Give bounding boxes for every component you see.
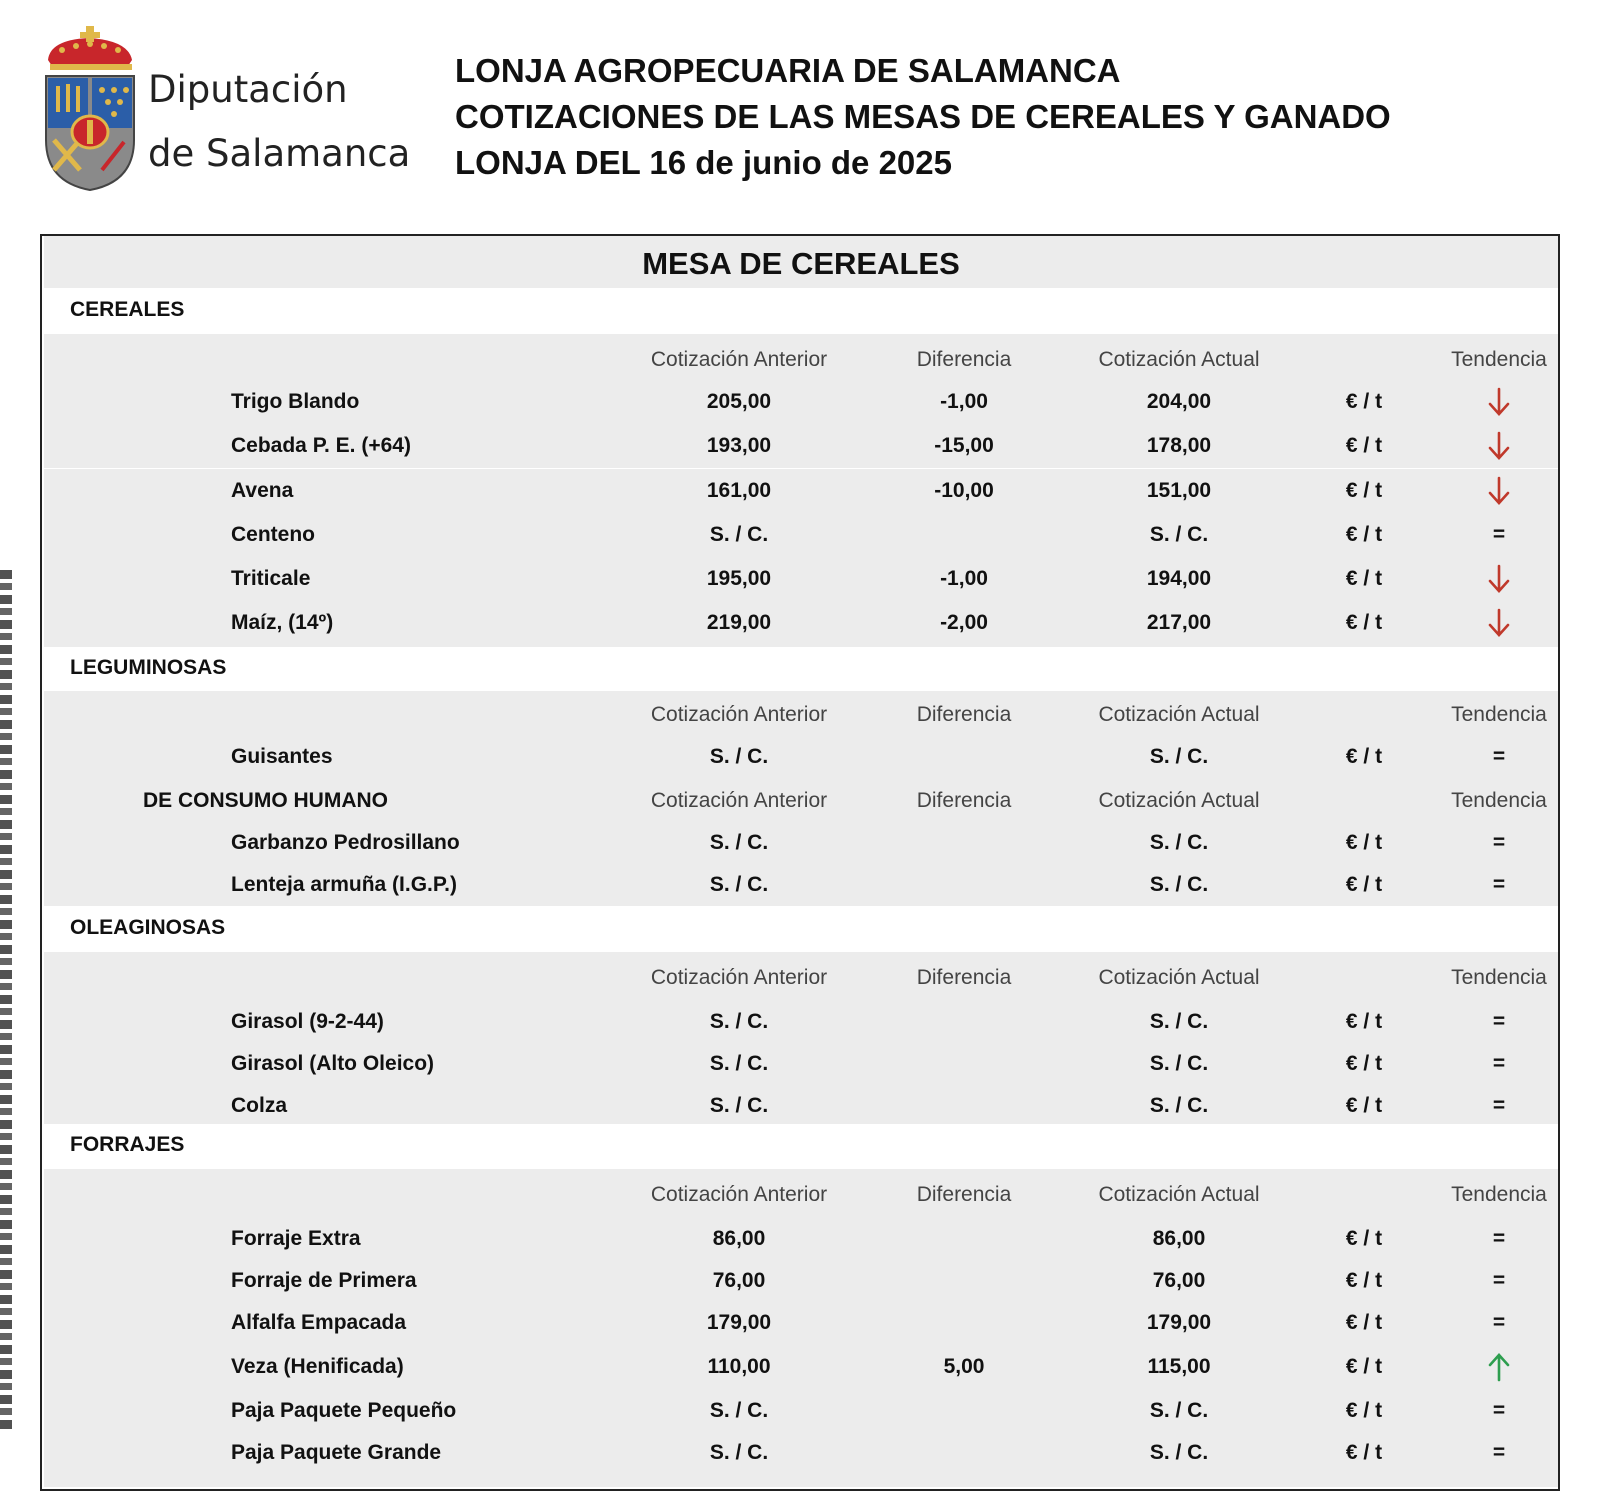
product-name: Centeno xyxy=(231,523,315,546)
table-row xyxy=(44,1433,1558,1473)
column-header-row xyxy=(44,340,1558,380)
product-name: Triticale xyxy=(231,567,311,590)
section-oleaginosas xyxy=(44,952,1558,1124)
price-unit: € / t xyxy=(1345,434,1383,457)
product-name: Paja Paquete Pequeño xyxy=(231,1399,457,1422)
trend-equal: = xyxy=(1492,1094,1506,1117)
col-header-tendencia: Tendencia xyxy=(1451,703,1547,726)
col-header-diferencia: Diferencia xyxy=(916,1183,1012,1206)
trend-equal: = xyxy=(1492,1227,1506,1250)
product-name: Guisantes xyxy=(231,745,333,768)
price-actual: S. / C. xyxy=(1149,831,1209,854)
price-actual: S. / C. xyxy=(1149,1399,1209,1422)
trend-equal: = xyxy=(1492,745,1506,768)
table-row xyxy=(44,603,1558,643)
price-actual: S. / C. xyxy=(1149,523,1209,546)
price-unit: € / t xyxy=(1345,1441,1383,1464)
col-header-actual: Cotización Actual xyxy=(1098,1183,1260,1206)
price-actual: S. / C. xyxy=(1149,1010,1209,1033)
table-row xyxy=(44,1219,1558,1259)
header-line-2: COTIZACIONES DE LAS MESAS DE CEREALES Y GANADO xyxy=(455,98,1391,135)
price-anterior: S. / C. xyxy=(709,523,769,546)
trend-equal: = xyxy=(1492,873,1506,896)
price-unit: € / t xyxy=(1345,523,1383,546)
price-actual: S. / C. xyxy=(1149,873,1209,896)
price-unit: € / t xyxy=(1345,390,1383,413)
price-diferencia xyxy=(864,1433,1064,1473)
price-unit: € / t xyxy=(1345,1010,1383,1033)
trend-equal: = xyxy=(1492,1052,1506,1075)
col-header-diferencia: Diferencia xyxy=(916,966,1012,989)
col-header-diferencia: Diferencia xyxy=(916,789,1012,812)
price-diferencia xyxy=(864,823,1064,863)
section-label-cereales: CEREALES xyxy=(70,298,185,321)
table-row xyxy=(44,1261,1558,1301)
price-diferencia xyxy=(864,1086,1064,1126)
col-header-diferencia: Diferencia xyxy=(916,703,1012,726)
diputacion-logo xyxy=(40,20,411,195)
product-name: Girasol (9-2-44) xyxy=(231,1010,384,1033)
trend-equal: = xyxy=(1492,831,1506,854)
col-header-actual: Cotización Actual xyxy=(1098,789,1260,812)
price-actual: 179,00 xyxy=(1146,1311,1212,1334)
price-actual: 217,00 xyxy=(1146,611,1212,634)
trend-equal: = xyxy=(1492,1311,1506,1334)
price-anterior: 219,00 xyxy=(706,611,772,634)
price-unit: € / t xyxy=(1345,1227,1383,1250)
col-header-anterior: Cotización Anterior xyxy=(650,789,828,812)
col-header-anterior: Cotización Anterior xyxy=(650,966,828,989)
product-name: Paja Paquete Grande xyxy=(231,1441,442,1464)
coat-of-arms-icon xyxy=(40,20,140,195)
table-row xyxy=(44,1303,1558,1343)
col-header-actual: Cotización Actual xyxy=(1098,348,1260,371)
price-diferencia: 5,00 xyxy=(943,1355,985,1378)
product-name: Lenteja armuña (I.G.P.) xyxy=(231,873,458,896)
product-name: Forraje de Primera xyxy=(231,1269,417,1292)
price-actual: S. / C. xyxy=(1149,1094,1209,1117)
trend-down-icon xyxy=(1439,382,1559,422)
product-name: Avena xyxy=(231,479,294,502)
price-anterior: 193,00 xyxy=(706,434,772,457)
price-unit: € / t xyxy=(1345,567,1383,590)
col-header-tendencia: Tendencia xyxy=(1451,966,1547,989)
trend-down-icon xyxy=(1439,471,1559,511)
product-name: Veza (Henificada) xyxy=(231,1355,404,1378)
price-actual: 178,00 xyxy=(1146,434,1212,457)
price-anterior: S. / C. xyxy=(709,745,769,768)
price-anterior: S. / C. xyxy=(709,1094,769,1117)
price-actual: S. / C. xyxy=(1149,1052,1209,1075)
price-diferencia xyxy=(864,515,1064,555)
section-label-forrajes: FORRAJES xyxy=(70,1133,185,1156)
price-diferencia xyxy=(864,1391,1064,1431)
price-diferencia xyxy=(864,737,1064,777)
table-row xyxy=(44,471,1558,511)
header-line-1: LONJA AGROPECUARIA DE SALAMANCA xyxy=(455,52,1121,89)
subsection-header-row xyxy=(44,781,1558,821)
price-unit: € / t xyxy=(1345,1052,1383,1075)
table-row xyxy=(44,1391,1558,1431)
table-row xyxy=(44,559,1558,599)
price-actual: 115,00 xyxy=(1147,1355,1211,1378)
col-header-actual: Cotización Actual xyxy=(1098,703,1260,726)
logo-text-line2: de Salamanca xyxy=(148,132,411,175)
product-name: Girasol (Alto Oleico) xyxy=(231,1052,435,1075)
product-name: Colza xyxy=(231,1094,288,1117)
price-actual: 204,00 xyxy=(1146,390,1212,413)
price-anterior: 76,00 xyxy=(712,1269,766,1292)
left-edge-mark xyxy=(0,570,12,1430)
product-name: Cebada P. E. (+64) xyxy=(231,434,411,457)
product-name: Trigo Blando xyxy=(231,390,360,413)
price-unit: € / t xyxy=(1345,1311,1383,1334)
table-row xyxy=(44,426,1558,466)
price-actual: 86,00 xyxy=(1152,1227,1206,1250)
price-unit: € / t xyxy=(1345,1355,1383,1378)
col-header-actual: Cotización Actual xyxy=(1098,966,1260,989)
table-row xyxy=(44,865,1558,905)
section-forrajes xyxy=(44,1169,1558,1487)
price-anterior: 86,00 xyxy=(712,1227,766,1250)
subsection-label: DE CONSUMO HUMANO xyxy=(143,789,388,812)
price-unit: € / t xyxy=(1345,1399,1383,1422)
price-anterior: S. / C. xyxy=(709,1010,769,1033)
price-diferencia: -1,00 xyxy=(940,567,988,590)
trend-down-icon xyxy=(1439,603,1559,643)
price-diferencia xyxy=(864,1002,1064,1042)
price-anterior: 205,00 xyxy=(706,390,772,413)
col-header-tendencia: Tendencia xyxy=(1451,1183,1547,1206)
table-row xyxy=(44,382,1558,422)
price-diferencia xyxy=(864,865,1064,905)
trend-down-icon xyxy=(1439,426,1559,466)
trend-equal: = xyxy=(1492,1399,1506,1422)
header-line-3: LONJA DEL 16 de junio de 2025 xyxy=(455,144,952,181)
price-diferencia: -2,00 xyxy=(940,611,988,634)
price-diferencia xyxy=(864,1044,1064,1084)
price-unit: € / t xyxy=(1345,831,1383,854)
section-label-leguminosas: LEGUMINOSAS xyxy=(70,656,227,679)
price-diferencia xyxy=(864,1219,1064,1259)
price-actual: S. / C. xyxy=(1149,1441,1209,1464)
mesa-cereales-panel xyxy=(40,234,1560,1491)
table-row xyxy=(44,515,1558,555)
price-diferencia: -1,00 xyxy=(940,390,988,413)
trend-equal: = xyxy=(1492,1269,1506,1292)
section-leguminosas xyxy=(44,691,1558,906)
price-anterior: S. / C. xyxy=(709,1441,769,1464)
col-header-anterior: Cotización Anterior xyxy=(650,348,828,371)
logo-text-line1: Diputación xyxy=(148,68,348,111)
price-diferencia xyxy=(864,1303,1064,1343)
trend-up-icon xyxy=(1439,1347,1559,1387)
product-name: Alfalfa Empacada xyxy=(231,1311,407,1334)
price-actual: S. / C. xyxy=(1149,745,1209,768)
column-header-row xyxy=(44,958,1558,998)
column-header-row xyxy=(44,695,1558,735)
table-row xyxy=(44,1002,1558,1042)
price-actual: 194,00 xyxy=(1146,567,1212,590)
product-name: Maíz, (14º) xyxy=(231,611,334,634)
column-header-row xyxy=(44,1175,1558,1215)
price-anterior: S. / C. xyxy=(709,1052,769,1075)
price-anterior: 161,00 xyxy=(706,479,772,502)
col-header-diferencia: Diferencia xyxy=(916,348,1012,371)
price-anterior: 110,00 xyxy=(707,1355,771,1378)
section-cereales xyxy=(44,334,1558,647)
table-row xyxy=(44,823,1558,863)
col-header-anterior: Cotización Anterior xyxy=(650,703,828,726)
document-header xyxy=(455,48,1391,186)
section-label-oleaginosas: OLEAGINOSAS xyxy=(70,916,226,939)
trend-down-icon xyxy=(1439,559,1559,599)
price-unit: € / t xyxy=(1345,745,1383,768)
table-row xyxy=(44,1086,1558,1126)
panel-title: MESA DE CEREALES xyxy=(44,236,1558,288)
col-header-anterior: Cotización Anterior xyxy=(650,1183,828,1206)
table-row xyxy=(44,1044,1558,1084)
trend-equal: = xyxy=(1492,523,1506,546)
price-actual: 76,00 xyxy=(1152,1269,1206,1292)
price-diferencia: -10,00 xyxy=(934,479,994,502)
trend-equal: = xyxy=(1492,1441,1506,1464)
price-diferencia: -15,00 xyxy=(934,434,994,457)
price-unit: € / t xyxy=(1345,611,1383,634)
trend-equal: = xyxy=(1492,1010,1506,1033)
price-unit: € / t xyxy=(1345,873,1383,896)
table-row xyxy=(44,1347,1558,1387)
price-unit: € / t xyxy=(1345,1094,1383,1117)
product-name: Forraje Extra xyxy=(231,1227,361,1250)
price-diferencia xyxy=(864,1261,1064,1301)
col-header-tendencia: Tendencia xyxy=(1451,348,1547,371)
price-unit: € / t xyxy=(1345,479,1383,502)
price-anterior: 179,00 xyxy=(706,1311,772,1334)
price-anterior: 195,00 xyxy=(706,567,772,590)
price-anterior: S. / C. xyxy=(709,831,769,854)
col-header-tendencia: Tendencia xyxy=(1451,789,1547,812)
table-row xyxy=(44,737,1558,777)
price-anterior: S. / C. xyxy=(709,1399,769,1422)
price-actual: 151,00 xyxy=(1146,479,1212,502)
product-name: Garbanzo Pedrosillano xyxy=(231,831,460,854)
row-separator xyxy=(44,468,1558,469)
price-unit: € / t xyxy=(1345,1269,1383,1292)
price-anterior: S. / C. xyxy=(709,873,769,896)
